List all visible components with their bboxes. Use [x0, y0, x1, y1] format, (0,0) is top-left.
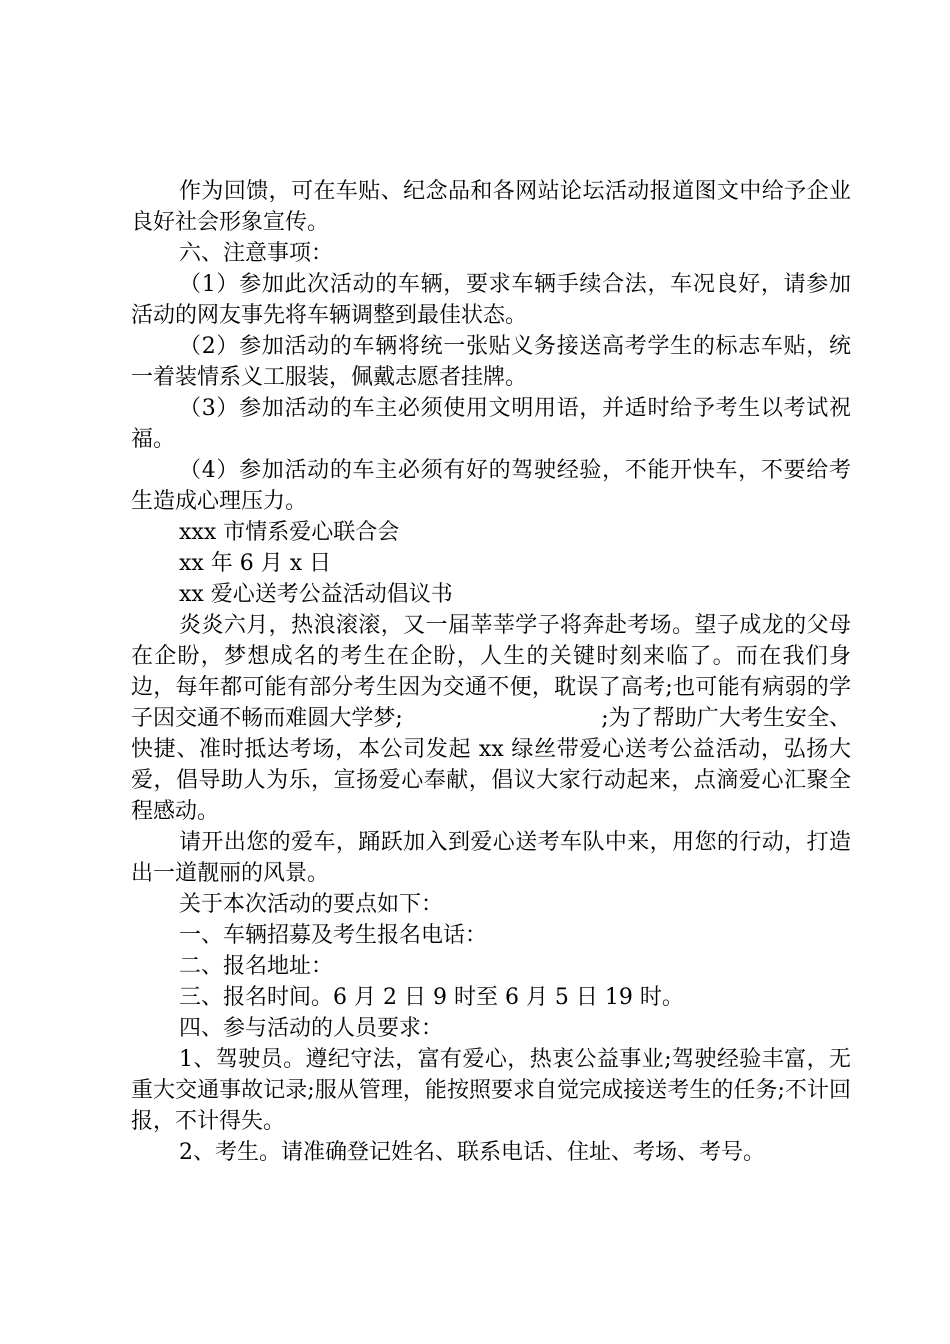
paragraph-note-1: （1）参加此次活动的车辆，要求车辆手续合法，车况良好，请参加活动的网友事先将车辆调整到最佳状态。: [131, 272, 851, 328]
item-driver: 1、驾驶员。遵纪守法，富有爱心，热衷公益事业;驾驶经验丰富，无重大交通事故记录;服从管理，能按照要求自觉完成接送考生的任务;不计回报，不计得失。: [131, 1047, 851, 1134]
item-student: 2、考生。请准确登记姓名、联系电话、住址、考场、考号。: [179, 1140, 765, 1165]
paragraph-note-3: （3）参加活动的车主必须使用文明用语，并适时给予考生以考试祝福。: [131, 396, 851, 452]
paragraph-call: 请开出您的爱车，踊跃加入到爱心送考车队中来，用您的行动，打造出一道靓丽的风景。: [131, 830, 851, 886]
signature-organization: xxx 市情系爱心联合会: [179, 520, 400, 545]
paragraph-note-4: （4）参加活动的车主必须有好的驾驶经验，不能开快车，不要给考生造成心理压力。: [131, 458, 851, 514]
item-address: 二、报名地址：: [179, 954, 334, 979]
item-requirements: 四、参与活动的人员要求：: [179, 1016, 444, 1041]
heading-notes: 六、注意事项：: [179, 241, 334, 266]
paragraph-feedback: 作为回馈，可在车贴、纪念品和各网站论坛活动报道图文中给予企业良好社会形象宣传。: [131, 179, 851, 235]
heading-key-points: 关于本次活动的要点如下：: [179, 892, 444, 917]
signature-date: xx 年 6 月 x 日: [179, 551, 332, 576]
paragraph-intro: 炎炎六月，热浪滚滚，又一届莘莘学子将奔赴考场。望子成龙的父母在企盼，梦想成名的考生在企盼，人生的关键时刻来临了。而在我们身边，每年都可能有部分考生因为交通不便，耽误了高考;也可能有病弱的学子因交通不畅而难圆大学梦; ;为了帮助广大考生安全、快捷、准时抵达考场，本公司发起 xx 绿丝带爱心送考公益活动，弘扬大爱，倡导助人为乐，宣扬爱心奉献，倡议大家行动起来，点滴爱心汇聚全程感动。: [131, 613, 851, 824]
paragraph-note-2: （2）参加活动的车辆将统一张贴义务接送高考学生的标志车贴，统一着装情系义工服装，佩戴志愿者挂牌。: [131, 334, 851, 390]
document-body: [131, 176, 851, 1168]
item-phone: 一、车辆招募及考生报名电话：: [179, 923, 488, 948]
item-time: 三、报名时间。6 月 2 日 9 时至 6 月 5 日 19 时。: [179, 985, 684, 1010]
proposal-title: xx 爱心送考公益活动倡议书: [179, 582, 453, 607]
